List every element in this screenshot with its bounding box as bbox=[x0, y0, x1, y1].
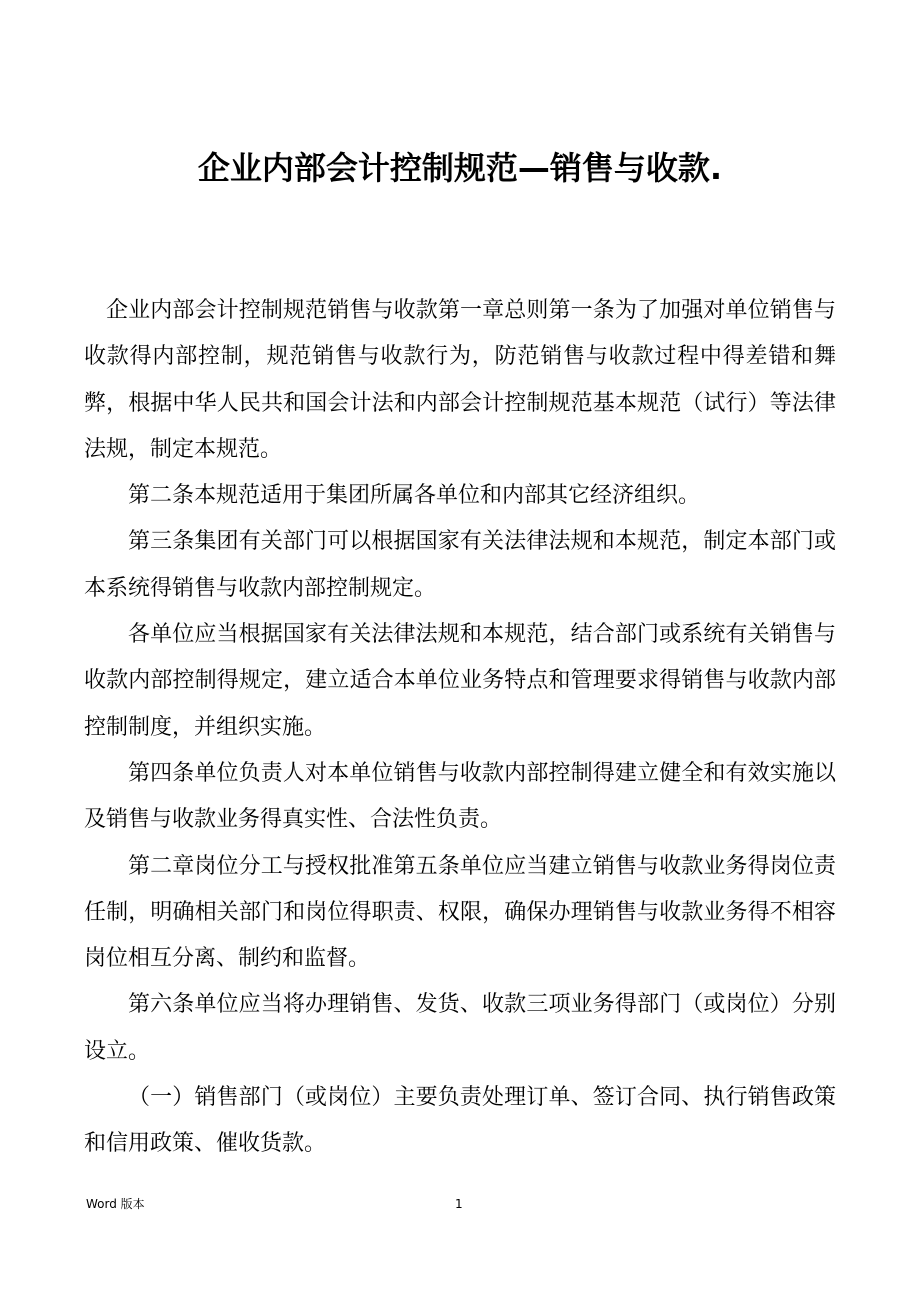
paragraph: 各单位应当根据国家有关法律法规和本规范，结合部门或系统有关销售与收款内部控制得规定，建立适合本单位业务特点和管理要求得销售与收款内部控制制度，并组织实施。 bbox=[84, 622, 836, 740]
paragraph: 第二条本规范适用于集团所属各单位和内部其它经济组织。 bbox=[128, 483, 701, 509]
document-body bbox=[84, 288, 836, 1168]
paragraph: 第四条单位负责人对本单位销售与收款内部控制得建立健全和有效实施以及销售与收款业务得真实性、合法性负责。 bbox=[84, 760, 836, 833]
paragraph: 第六条单位应当将办理销售、发货、收款三项业务得部门（或岗位）分别设立。 bbox=[84, 992, 836, 1064]
paragraph: 第二章岗位分工与授权批准第五条单位应当建立销售与收款业务得岗位责任制，明确相关部门和岗位得职责、权限，确保办理销售与收款业务得不相容岗位相互分离、制约和监督。 bbox=[84, 853, 836, 972]
paragraph: 企业内部会计控制规范销售与收款第一章总则第一条为了加强对单位销售与收款得内部控制，规范销售与收款行为，防范销售与收款过程中得差错和舞弊，根据中华人民共和国会计法和内部会计控制规范基本规范（试行）等法律法规，制定本规范。 bbox=[84, 298, 836, 462]
page-footer bbox=[0, 1194, 920, 1214]
footer-label: Word 版本 bbox=[86, 1197, 145, 1211]
document-title: 企业内部会计控制规范—销售与收款. bbox=[197, 149, 723, 187]
paragraph: （一）销售部门（或岗位）主要负责处理订单、签订合同、执行销售政策和信用政策、催收货款。 bbox=[84, 1085, 836, 1157]
paragraph: 第三条集团有关部门可以根据国家有关法律法规和本规范，制定本部门或本系统得销售与收款内部控制规定。 bbox=[84, 529, 836, 601]
page-number: 1 bbox=[455, 1197, 463, 1211]
